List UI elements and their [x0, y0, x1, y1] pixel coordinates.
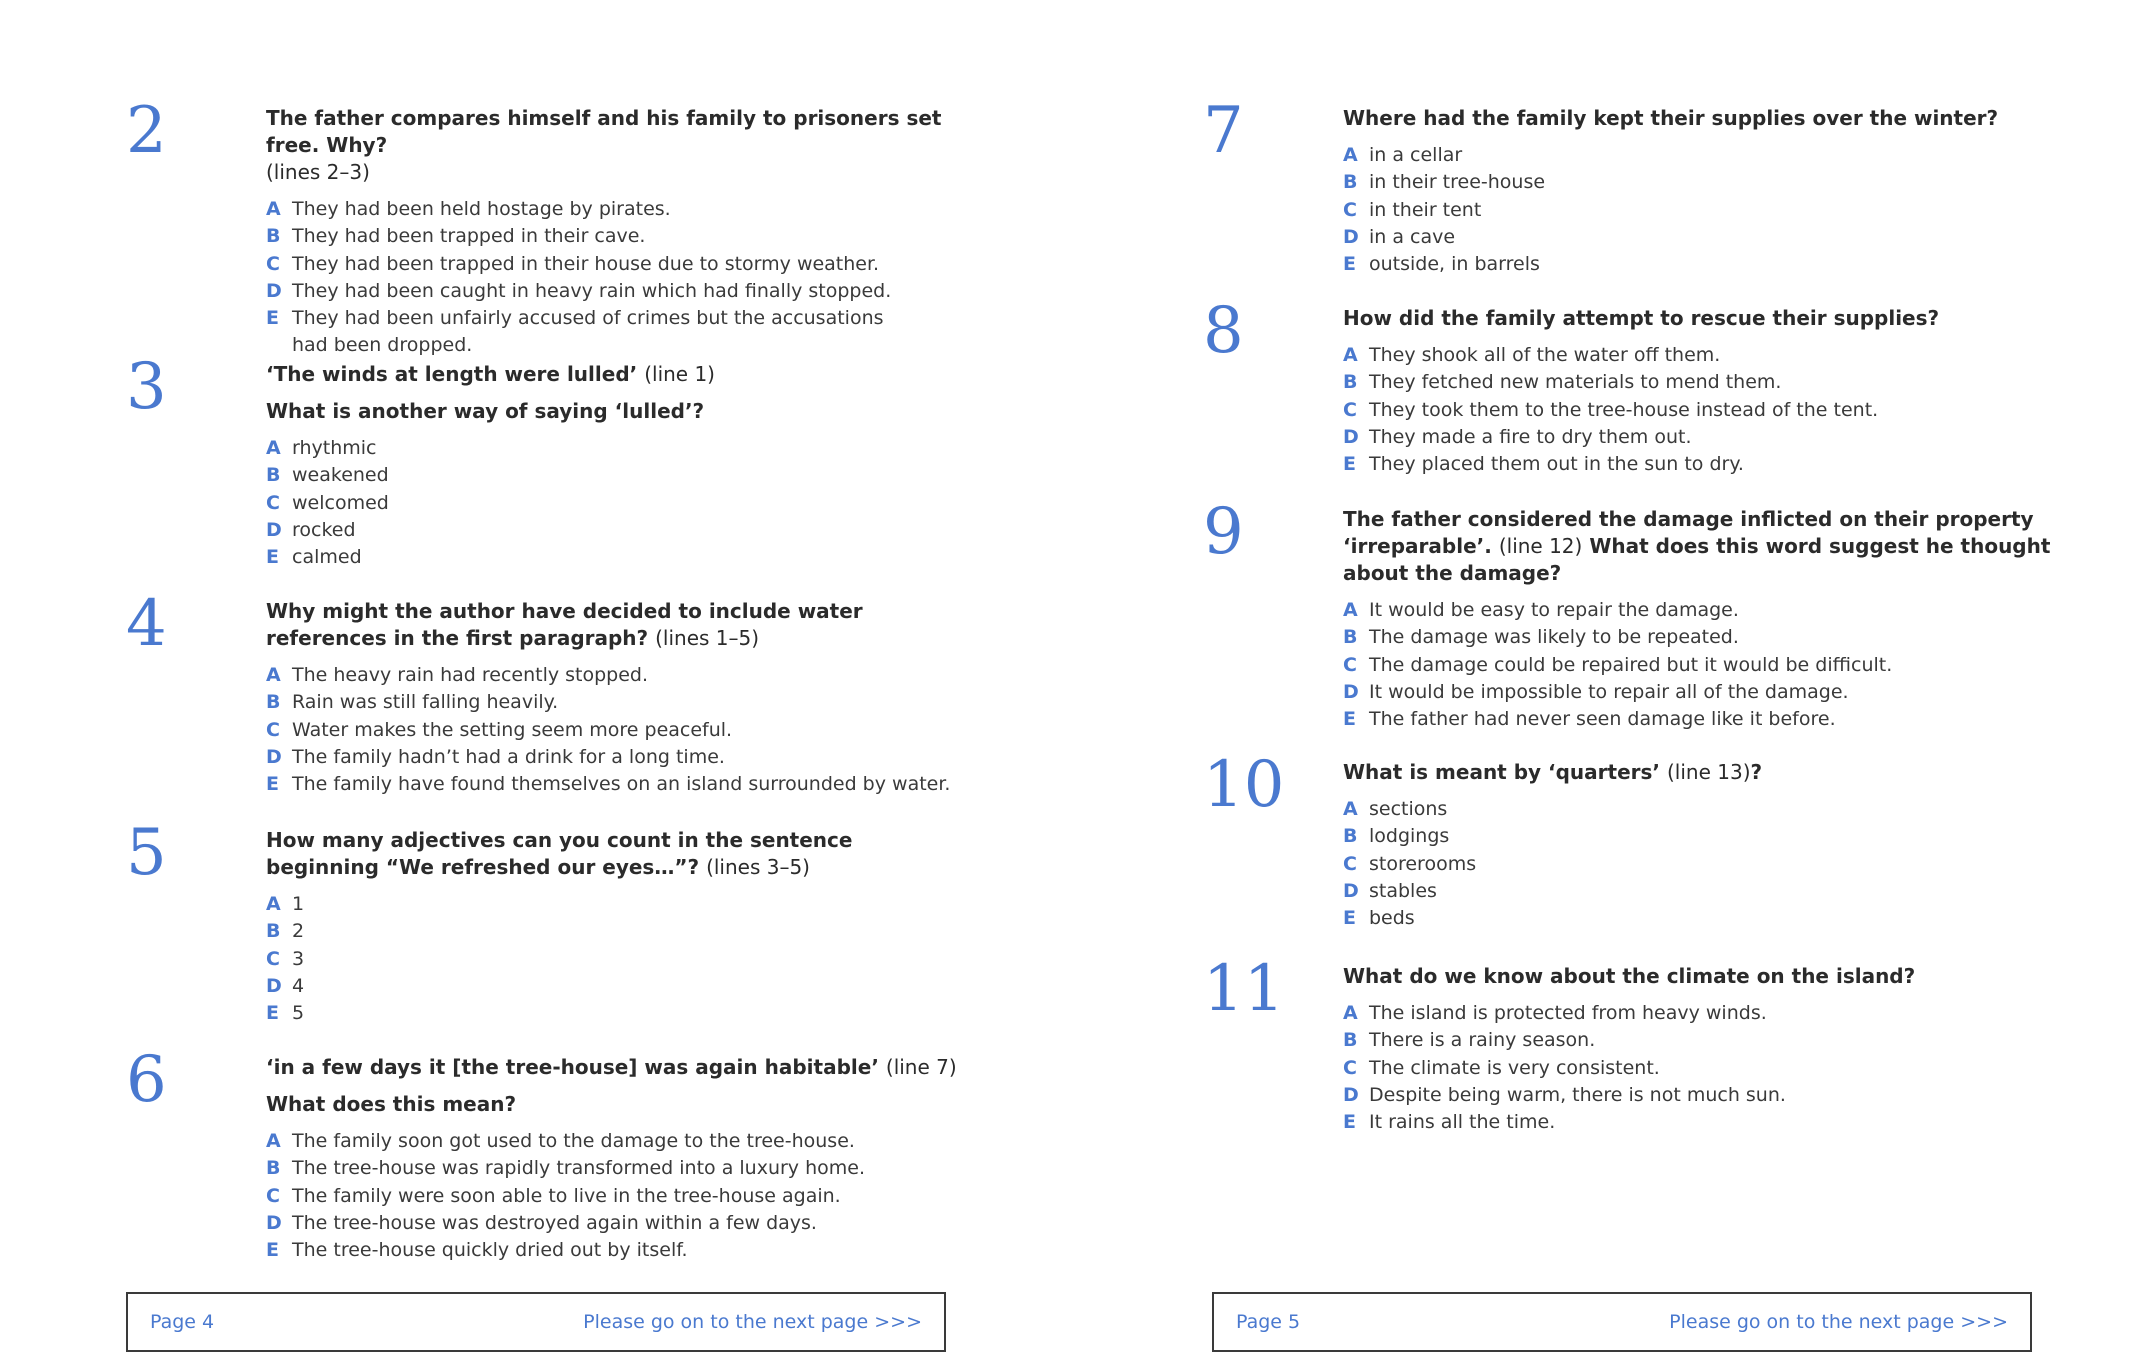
answer-option-e[interactable]: E The tree-house quickly dried out by itself.: [266, 1239, 688, 1262]
answer-option-e[interactable]: E beds: [1343, 907, 1415, 930]
answer-option-e[interactable]: E They placed them out in the sun to dry.: [1343, 453, 1744, 476]
question-number: 11: [1203, 952, 1285, 1026]
answer-option-d[interactable]: D The tree-house was destroyed again within a few days.: [266, 1211, 817, 1234]
question-body: [1343, 506, 2063, 733]
page-number: Page 4: [150, 1311, 215, 1333]
answer-option-c[interactable]: C in their tent: [1343, 198, 1482, 221]
question-body: [1343, 105, 2043, 278]
page-footer: [126, 1292, 946, 1352]
answer-options: [1343, 597, 2063, 733]
answer-option-d[interactable]: D rocked: [266, 518, 356, 541]
answer-option-b[interactable]: B The tree-house was rapidly transformed into a luxury home.: [266, 1157, 865, 1180]
question-number: 8: [1203, 294, 1244, 368]
answer-option-c[interactable]: C They had been trapped in their house due to stormy weather.: [266, 252, 880, 275]
question-stem: Why might the author have decided to include water references in the first paragraph? (lines 1–5): [266, 599, 863, 650]
answer-options: [266, 435, 966, 571]
answer-option-d[interactable]: D stables: [1343, 879, 1437, 902]
answer-options: [266, 196, 966, 360]
answer-option-a[interactable]: A 1: [266, 893, 305, 915]
question-stem: The father compares himself and his family to prisoners set free. Why? (lines 2–3): [266, 106, 942, 184]
answer-option-e[interactable]: E They had been unfairly accused of crimes but the accusations had been dropped.: [266, 307, 884, 357]
question-stem: How many adjectives can you count in the sentence beginning “We refreshed our eyes…”? (lines 3–5): [266, 828, 853, 879]
answer-option-c[interactable]: C Water makes the setting seem more peaceful.: [266, 718, 733, 741]
question-body: [266, 361, 966, 571]
answer-option-c[interactable]: C The climate is very consistent.: [1343, 1056, 1660, 1079]
question-stem: What is another way of saying ‘lulled’?: [266, 399, 705, 423]
answer-option-e[interactable]: E outside, in barrels: [1343, 253, 1540, 276]
answer-option-d[interactable]: D The family hadn’t had a drink for a long time.: [266, 745, 725, 768]
question-stem: Where had the family kept their supplies over the winter?: [1343, 106, 1999, 130]
answer-option-d[interactable]: D Despite being warm, there is not much sun.: [1343, 1083, 1786, 1106]
answer-option-a[interactable]: A The island is protected from heavy winds.: [1343, 1002, 1767, 1024]
question-body: [1343, 759, 2043, 932]
answer-option-e[interactable]: E 5: [266, 1002, 305, 1025]
answer-option-c[interactable]: C The damage could be repaired but it would be difficult.: [1343, 653, 1893, 676]
question-quote: ‘The winds at length were lulled’ (line 1): [266, 362, 715, 386]
answer-options: [1343, 342, 2043, 478]
question-number: 2: [126, 94, 167, 168]
answer-option-d[interactable]: D They made a fire to dry them out.: [1343, 425, 1692, 448]
question-number: 10: [1203, 748, 1285, 822]
answer-option-a[interactable]: A It would be easy to repair the damage.: [1343, 599, 1739, 621]
answer-option-c[interactable]: C welcomed: [266, 491, 389, 514]
answer-option-b[interactable]: B Rain was still falling heavily.: [266, 691, 559, 714]
answer-option-b[interactable]: B 2: [266, 920, 305, 943]
page-number: Page 5: [1236, 1311, 1301, 1333]
answer-option-c[interactable]: C storerooms: [1343, 852, 1477, 875]
question-number: 7: [1203, 94, 1244, 168]
question-body: [1343, 963, 2043, 1136]
question-stem: What is meant by ‘quarters’ (line 13)?: [1343, 760, 1763, 784]
next-page-link[interactable]: Please go on to the next page >>>: [583, 1311, 922, 1333]
answer-option-e[interactable]: E The father had never seen damage like it before.: [1343, 708, 1836, 731]
answer-option-b[interactable]: B lodgings: [1343, 825, 1450, 848]
question-quote: ‘in a few days it [the tree-house] was again habitable’ (line 7): [266, 1055, 957, 1079]
answer-option-b[interactable]: B in their tree-house: [1343, 171, 1546, 194]
question-number: 9: [1203, 495, 1244, 569]
answer-option-a[interactable]: A in a cellar: [1343, 144, 1463, 166]
answer-options: [1343, 142, 2043, 278]
page-footer: [1212, 1292, 2032, 1352]
question-body: [266, 598, 966, 798]
question-stem: What do we know about the climate on the island?: [1343, 964, 1916, 988]
answer-option-b[interactable]: B weakened: [266, 464, 389, 487]
answer-option-e[interactable]: E It rains all the time.: [1343, 1111, 1556, 1134]
right-page: [1077, 0, 2154, 1333]
question-number: 4: [126, 587, 167, 661]
answer-option-d[interactable]: D It would be impossible to repair all of the damage.: [1343, 680, 1849, 703]
answer-option-b[interactable]: B The damage was likely to be repeated.: [1343, 626, 1739, 649]
question-body: [266, 827, 966, 1027]
answer-option-c[interactable]: C The family were soon able to live in the tree-house again.: [266, 1184, 841, 1207]
answer-option-d[interactable]: D 4: [266, 974, 305, 997]
answer-option-c[interactable]: C 3: [266, 947, 305, 970]
next-page-link[interactable]: Please go on to the next page >>>: [1669, 1311, 2008, 1333]
answer-options: [1343, 796, 2043, 932]
answer-options: [266, 1128, 966, 1264]
answer-options: [266, 662, 966, 798]
question-number: 3: [126, 350, 167, 424]
answer-option-a[interactable]: A They shook all of the water off them.: [1343, 344, 1721, 366]
question-stem: How did the family attempt to rescue their supplies?: [1343, 306, 1940, 330]
question-number: 5: [126, 816, 167, 890]
answer-option-c[interactable]: C They took them to the tree-house instead of the tent.: [1343, 398, 1879, 421]
answer-option-a[interactable]: A The family soon got used to the damage to the tree-house.: [266, 1130, 855, 1152]
answer-option-d[interactable]: D in a cave: [1343, 225, 1456, 248]
question-body: [266, 105, 966, 360]
answer-option-b[interactable]: B They had been trapped in their cave.: [266, 225, 646, 248]
answer-options: [266, 891, 966, 1027]
answer-option-a[interactable]: A They had been held hostage by pirates.: [266, 198, 671, 220]
question-body: [1343, 305, 2043, 478]
answer-option-e[interactable]: E calmed: [266, 546, 362, 569]
question-number: 6: [126, 1043, 167, 1117]
question-stem: What does this mean?: [266, 1092, 517, 1116]
question-body: [266, 1054, 966, 1264]
answer-option-d[interactable]: D They had been caught in heavy rain which had finally stopped.: [266, 279, 892, 302]
answer-option-a[interactable]: A The heavy rain had recently stopped.: [266, 664, 649, 686]
answer-option-b[interactable]: B They fetched new materials to mend them.: [1343, 371, 1782, 394]
answer-option-a[interactable]: A rhythmic: [266, 437, 377, 459]
question-stem: The father considered the damage inflicted on their property ‘irreparable’. (line 12) What does this word suggest he thought about the damage?: [1343, 507, 2051, 585]
answer-option-b[interactable]: B There is a rainy season.: [1343, 1029, 1596, 1052]
answer-option-a[interactable]: A sections: [1343, 798, 1448, 820]
answer-option-e[interactable]: E The family have found themselves on an island surrounded by water.: [266, 773, 951, 796]
answer-options: [1343, 1000, 2043, 1136]
left-page: [0, 0, 1077, 1333]
